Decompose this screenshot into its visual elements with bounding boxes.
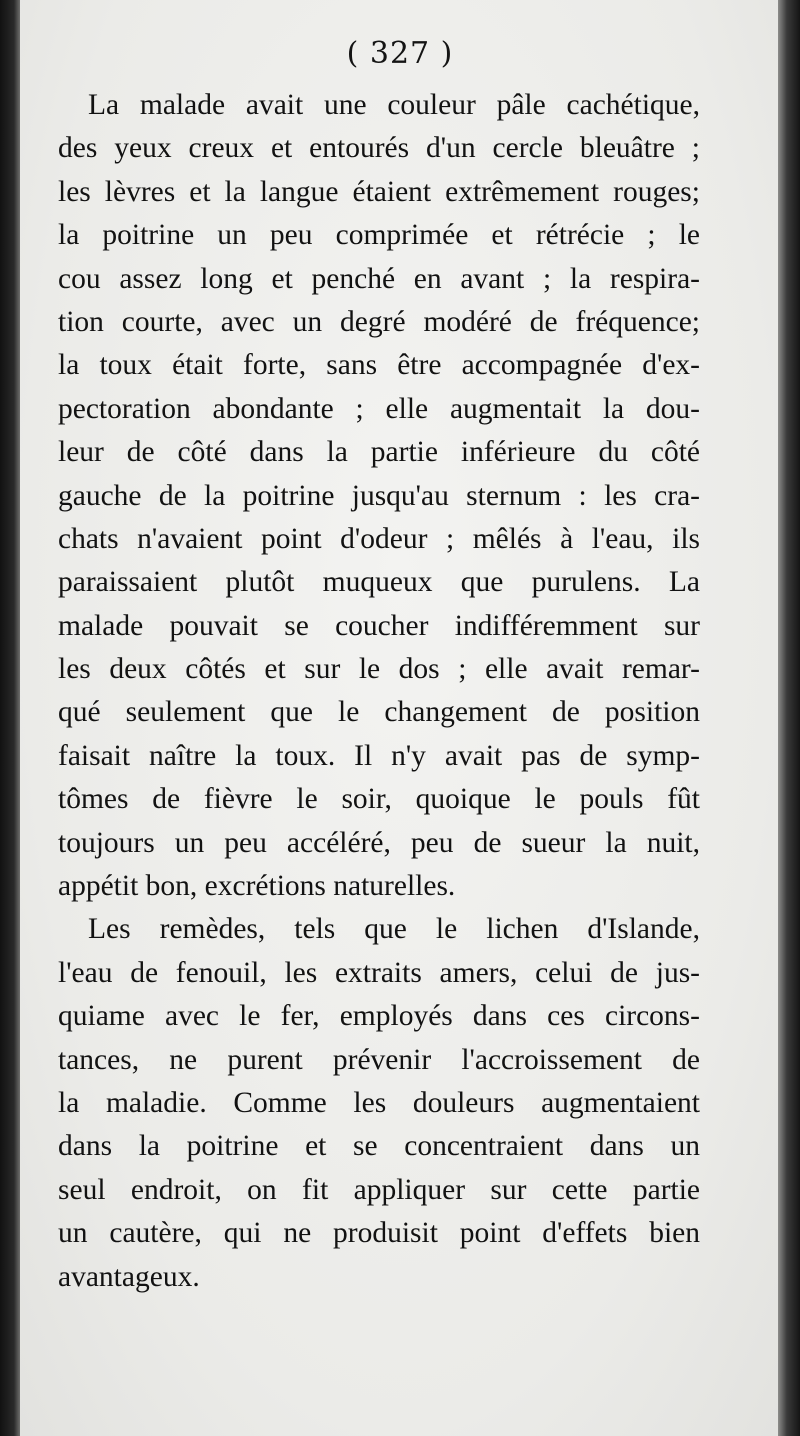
text-line: les lèvres et la langue étaient extrêmement rouges; (58, 175, 700, 208)
text-line: gauche de la poitrine jusqu'au sternum : les cra- (58, 479, 700, 512)
paragraph-2 (58, 908, 700, 1299)
text-line: dans la poitrine et se concentraient dans un (58, 1130, 700, 1163)
text-line: appétit bon, excrétions naturelles. (58, 870, 456, 903)
text-line: avantageux. (58, 1260, 200, 1293)
text-line: la poitrine un peu comprimée et rétrécie ; le (58, 219, 700, 252)
text-line: tion courte, avec un degré modéré de fréquence; (58, 305, 700, 338)
text-line: un cautère, qui ne produisit point d'effets bien (58, 1217, 700, 1250)
text-line: paraissaient plutôt muqueux que purulens. La (58, 566, 700, 599)
text-line: leur de côté dans la partie inférieure du côté (58, 436, 700, 469)
text-line: l'eau de fenouil, les extraits amers, celui de jus- (58, 956, 700, 989)
text-line: malade pouvait se coucher indifféremment sur (58, 609, 700, 642)
text-line: tômes de fièvre le soir, quoique le pouls fût (58, 783, 700, 816)
text-line: Les remèdes, tels que le lichen d'Islande, (88, 913, 700, 946)
page-gutter-left (0, 0, 20, 1436)
body-text (58, 84, 700, 1299)
text-line: cou assez long et penché en avant ; la respira- (58, 262, 700, 295)
text-line: les deux côtés et sur le dos ; elle avait remar- (58, 653, 700, 686)
text-line: qué seulement que le changement de position (58, 696, 700, 729)
text-line: toujours un peu accéléré, peu de sueur la nuit, (58, 826, 700, 859)
page-number: ( 327 ) (346, 36, 454, 71)
text-line: la toux était forte, sans être accompagnée d'ex- (58, 349, 700, 382)
text-line: faisait naître la toux. Il n'y avait pas de symp- (58, 739, 700, 772)
text-line: tances, ne purent prévenir l'accroissement de (58, 1043, 700, 1076)
text-line: la maladie. Comme les douleurs augmentaient (58, 1086, 700, 1119)
text-line: chats n'avaient point d'odeur ; mêlés à l'eau, ils (58, 522, 700, 555)
text-line: La malade avait une couleur pâle cachétique, (88, 89, 700, 121)
text-line: pectoration abondante ; elle augmentait la dou- (58, 392, 700, 425)
text-line: seul endroit, on fit appliquer sur cette partie (58, 1173, 700, 1206)
paragraph-1 (58, 84, 700, 908)
text-line: des yeux creux et entourés d'un cercle bleuâtre ; (58, 132, 700, 165)
page-edge-right (778, 0, 800, 1436)
text-line: quiame avec le fer, employés dans ces circons- (58, 1000, 700, 1033)
